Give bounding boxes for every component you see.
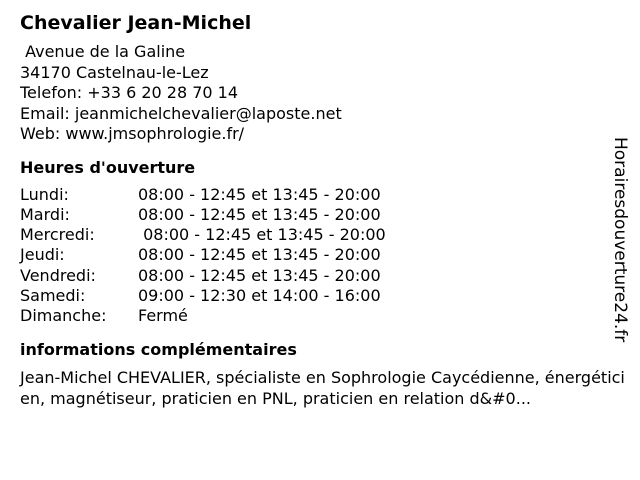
- day-label: Mardi:: [20, 204, 70, 224]
- hours-row-thursday: [20, 245, 610, 265]
- hours-row-wednesday: [20, 225, 610, 245]
- street-address: Avenue de la Galine: [20, 42, 186, 61]
- time-range: 08:00 - 12:45 et 13:45 - 20:00: [138, 184, 381, 204]
- hours-row-monday: [20, 185, 610, 205]
- hours-row-sunday: [20, 306, 610, 326]
- info-heading: informations complémentaires: [20, 339, 297, 359]
- day-label: Dimanche:: [20, 306, 107, 326]
- hours-row-saturday: [20, 286, 610, 306]
- phone-number: Telefon: +33 6 20 28 70 14: [20, 83, 239, 102]
- time-range: 08:00 - 12:45 et 13:45 - 20:00: [138, 225, 386, 245]
- info-description: Jean-Michel CHEVALIER, spécialiste en Sophrologie Caycédienne, énergéticien, magnétiseur, praticien en PNL, praticien en relation d&#0...: [20, 367, 625, 408]
- city-address: 34170 Castelnau-le-Lez: [20, 62, 209, 82]
- contact-block: [20, 42, 610, 145]
- day-label: Samedi:: [20, 285, 86, 305]
- opening-hours-table: [20, 185, 610, 327]
- day-label: Vendredi:: [20, 265, 96, 285]
- business-name: Chevalier Jean-Michel: [20, 12, 252, 34]
- website-address: Web: www.jmsophrologie.fr/: [20, 124, 245, 143]
- day-label: Jeudi:: [20, 245, 65, 265]
- time-range: 08:00 - 12:45 et 13:45 - 20:00: [138, 265, 381, 285]
- time-range: 08:00 - 12:45 et 13:45 - 20:00: [138, 204, 381, 224]
- time-range: 08:00 - 12:45 et 13:45 - 20:00: [138, 245, 381, 265]
- day-label: Mercredi:: [20, 225, 95, 245]
- hours-heading: Heures d'ouverture: [20, 157, 196, 177]
- site-watermark: Horairesdouverture24.fr: [610, 137, 630, 343]
- day-label: Lundi:: [20, 184, 69, 204]
- hours-row-tuesday: [20, 205, 610, 225]
- time-range: 09:00 - 12:30 et 14:00 - 16:00: [138, 285, 381, 305]
- hours-row-friday: [20, 266, 610, 286]
- email-address: Email: jeanmichelchevalier@laposte.net: [20, 103, 342, 123]
- time-range: Fermé: [138, 306, 188, 326]
